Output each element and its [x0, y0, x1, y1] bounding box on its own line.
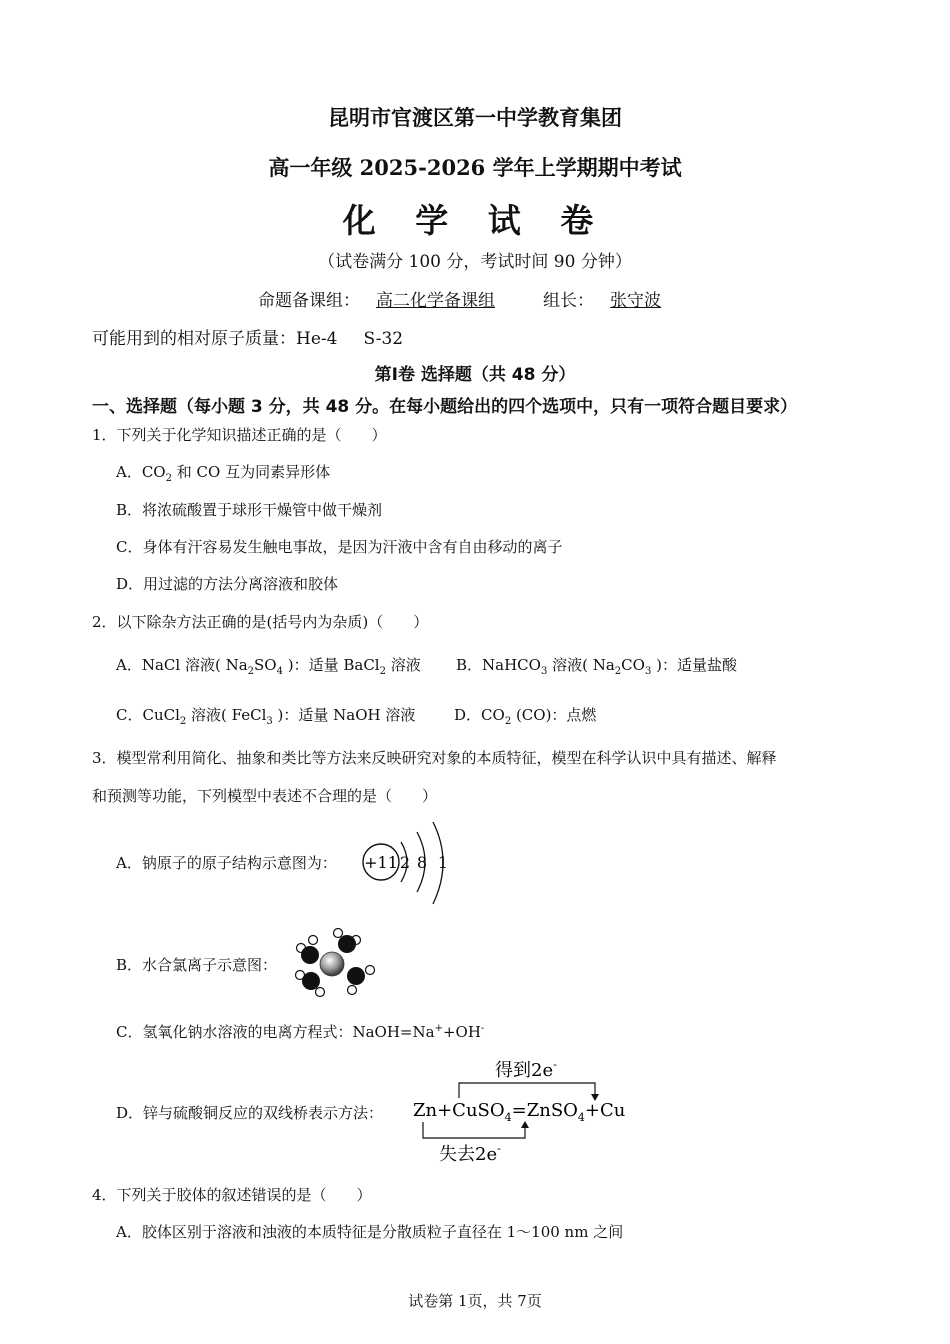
group-label: 命题备课组：	[258, 291, 360, 311]
q4-option-a: A．胶体区别于溶液和浊液的本质特征是分散质粒子直径在 1～100 nm 之间	[116, 1223, 624, 1241]
loss-arrowhead	[521, 1121, 529, 1128]
chloride-ion	[320, 952, 344, 976]
school-title: 昆明市官渡区第一中学教育集团	[328, 105, 622, 130]
q2-option-a: A．NaCl 溶液( $Na_2SO_4$ )：适量 BaCl$_2$ 溶液	[116, 656, 421, 677]
q2-option-c: C．CuCl$_2$ 溶液( FeCl$_3$ )：适量 NaOH 溶液	[116, 706, 416, 727]
q2-option-d: D．$CO_2$ (CO)：点燃	[454, 706, 597, 727]
q3-stem-line2: 和预测等功能，下列模型中表述不合理的是（ ）	[92, 787, 438, 805]
q1-option-c: C．身体有汗容易发生触电事故，是因为汗液中含有自由移动的离子	[116, 538, 563, 556]
q1-option-a: A．$CO_2$ 和 CO 互为同素异形体	[116, 463, 331, 484]
atomic-mass-label: 可能用到的相对原子质量：	[92, 329, 296, 349]
q3-stem-line1: 3．模型常利用简化、抽象和类比等方法来反映研究对象的本质特征，模型在科学认识中具有描述、解释	[92, 749, 777, 767]
shell-1-electrons: 2	[399, 853, 411, 872]
q1-option-b: B．将浓硫酸置于球形干燥管中做干燥剂	[116, 501, 383, 519]
q3-option-b: B．水合氯离子示意图：	[116, 956, 278, 974]
nucleus-label: +11	[364, 853, 398, 872]
group-value: 高二化学备课组	[376, 291, 495, 311]
atomic-mass-he: He-4	[296, 329, 338, 349]
page-footer: 试卷第 1页，共 7页	[408, 1292, 542, 1310]
q3-option-d: D．锌与硫酸铜反应的双线桥表示方法：	[116, 1104, 384, 1122]
atomic-mass-s: S-32	[363, 329, 404, 349]
exam-info: （试卷满分 100 分，考试时间 90 分钟）	[318, 252, 632, 272]
double-bridge-diagram	[405, 1054, 625, 1166]
shell-3-electrons: 1	[437, 853, 449, 872]
exam-title: 高一年级 2025-2026 学年上学期期中考试	[268, 155, 682, 180]
author-line	[258, 286, 669, 311]
part1-title: 第Ⅰ卷 选择题（共 48 分）	[374, 365, 576, 385]
leader-label: 组长：	[543, 291, 594, 311]
loss-bridge-line	[423, 1122, 525, 1138]
subject-title: 化 学 试 卷	[342, 201, 608, 240]
q3-option-a: A．钠原子的原子结构示意图为：	[116, 854, 337, 872]
section-title: 一、选择题（每小题 3 分，共 48 分。在每小题给出的四个选项中，只有一项符合题目要求）	[92, 397, 798, 417]
reaction-equation: Zn+CuSO$_4$=ZnSO$_4$+Cu	[413, 1100, 625, 1124]
q1-option-d: D．用过滤的方法分离溶液和胶体	[116, 575, 339, 593]
leader-value: 张守波	[610, 291, 661, 311]
gain-bridge-line	[459, 1083, 595, 1098]
sodium-atom-diagram	[355, 818, 465, 908]
gain-label: 得到2e-	[495, 1058, 557, 1081]
hydrated-chloride-diagram	[290, 928, 380, 998]
q4-stem: 4．下列关于胶体的叙述错误的是（ ）	[92, 1186, 372, 1204]
atomic-mass-line	[92, 324, 403, 349]
shell-2-electrons: 8	[416, 853, 428, 872]
q2-stem: 2．以下除杂方法正确的是(括号内为杂质)（ ）	[92, 613, 429, 631]
q2-option-b: B．NaHCO$_3$ 溶液( $Na_2CO_3$ )：适量盐酸	[456, 656, 737, 677]
loss-label: 失去2e-	[439, 1142, 501, 1165]
q1-stem: 1．下列关于化学知识描述正确的是（ ）	[92, 426, 387, 444]
q3-option-c: C．氢氧化钠水溶液的电离方程式：NaOH=Na++OH-	[116, 1023, 485, 1041]
